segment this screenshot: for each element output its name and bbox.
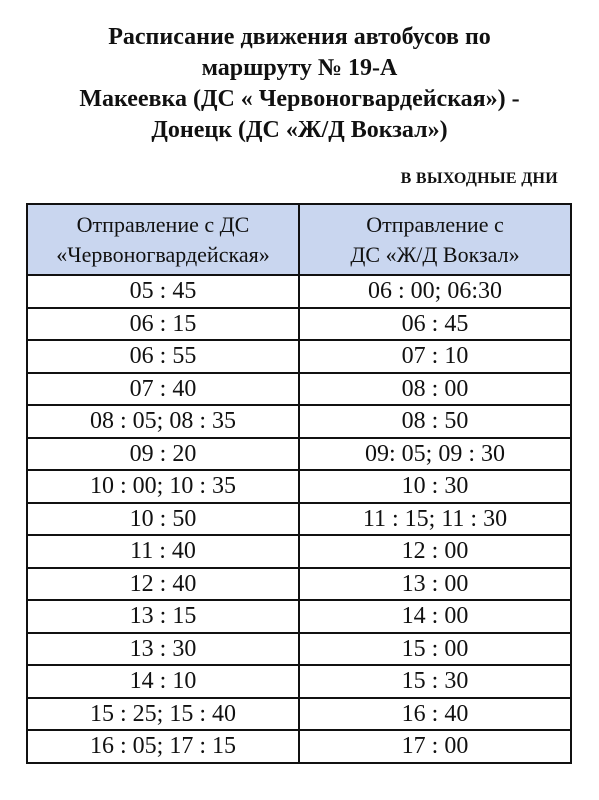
header-departure-makeevka [27,204,299,275]
table-row [27,275,571,308]
title-line-1: Расписание движения автобусов по [108,24,491,50]
departure-time-cell: 08 : 05; 08 : 35 [27,405,299,438]
departure-time-cell: 13 : 15 [27,600,299,633]
departure-time-cell: 15 : 00 [299,633,571,666]
table-row [27,600,571,633]
title-line-3: Макеевка (ДС « Червоногвардейская») - [79,86,520,112]
departure-time-cell: 13 : 00 [299,568,571,601]
departure-time-cell: 14 : 00 [299,600,571,633]
table-row [27,308,571,341]
departure-time-cell: 06 : 15 [27,308,299,341]
title-line-2: маршруту № 19-А [201,55,398,81]
departure-time-cell: 11 : 40 [27,535,299,568]
table-row [27,438,571,471]
departure-time-cell: 16 : 05; 17 : 15 [27,730,299,763]
header-label-line: Отправление с ДС [76,211,250,237]
departure-time-cell: 06 : 45 [299,308,571,341]
departure-time-cell: 06 : 00; 06:30 [299,275,571,308]
departure-time-cell: 07 : 10 [299,340,571,373]
table-row [27,470,571,503]
header-label-line: «Червоногвардейская» [56,241,270,267]
departure-time-cell: 14 : 10 [27,665,299,698]
departure-time-cell: 08 : 50 [299,405,571,438]
header-label-line: Отправление с [366,211,504,237]
departure-time-cell: 11 : 15; 11 : 30 [299,503,571,536]
table-row [27,633,571,666]
departure-time-cell: 10 : 50 [27,503,299,536]
header-label-line: ДС «Ж/Д Вокзал» [350,241,520,267]
header-departure-donetsk [299,204,571,275]
table-row [27,405,571,438]
table-row [27,373,571,406]
departure-time-cell: 12 : 00 [299,535,571,568]
schedule-title [0,22,599,146]
departure-time-cell: 06 : 55 [27,340,299,373]
departure-time-cell: 09 : 20 [27,438,299,471]
table-row [27,730,571,763]
departure-time-cell: 09: 05; 09 : 30 [299,438,571,471]
table-row [27,698,571,731]
departure-time-cell: 07 : 40 [27,373,299,406]
departure-time-cell: 15 : 30 [299,665,571,698]
table-row [27,503,571,536]
departure-time-cell: 15 : 25; 15 : 40 [27,698,299,731]
table-row [27,535,571,568]
table-header-row [27,204,571,275]
departure-time-cell: 10 : 00; 10 : 35 [27,470,299,503]
weekend-label: В ВЫХОДНЫЕ ДНИ [400,170,558,187]
table-row [27,665,571,698]
departure-time-cell: 16 : 40 [299,698,571,731]
departure-time-cell: 05 : 45 [27,275,299,308]
departure-time-cell: 08 : 00 [299,373,571,406]
departure-time-cell: 13 : 30 [27,633,299,666]
table-row [27,568,571,601]
table-row [27,340,571,373]
departure-time-cell: 17 : 00 [299,730,571,763]
schedule-table [26,203,572,764]
departure-time-cell: 10 : 30 [299,470,571,503]
title-line-4: Донецк (ДС «Ж/Д Вокзал») [151,117,448,143]
departure-time-cell: 12 : 40 [27,568,299,601]
